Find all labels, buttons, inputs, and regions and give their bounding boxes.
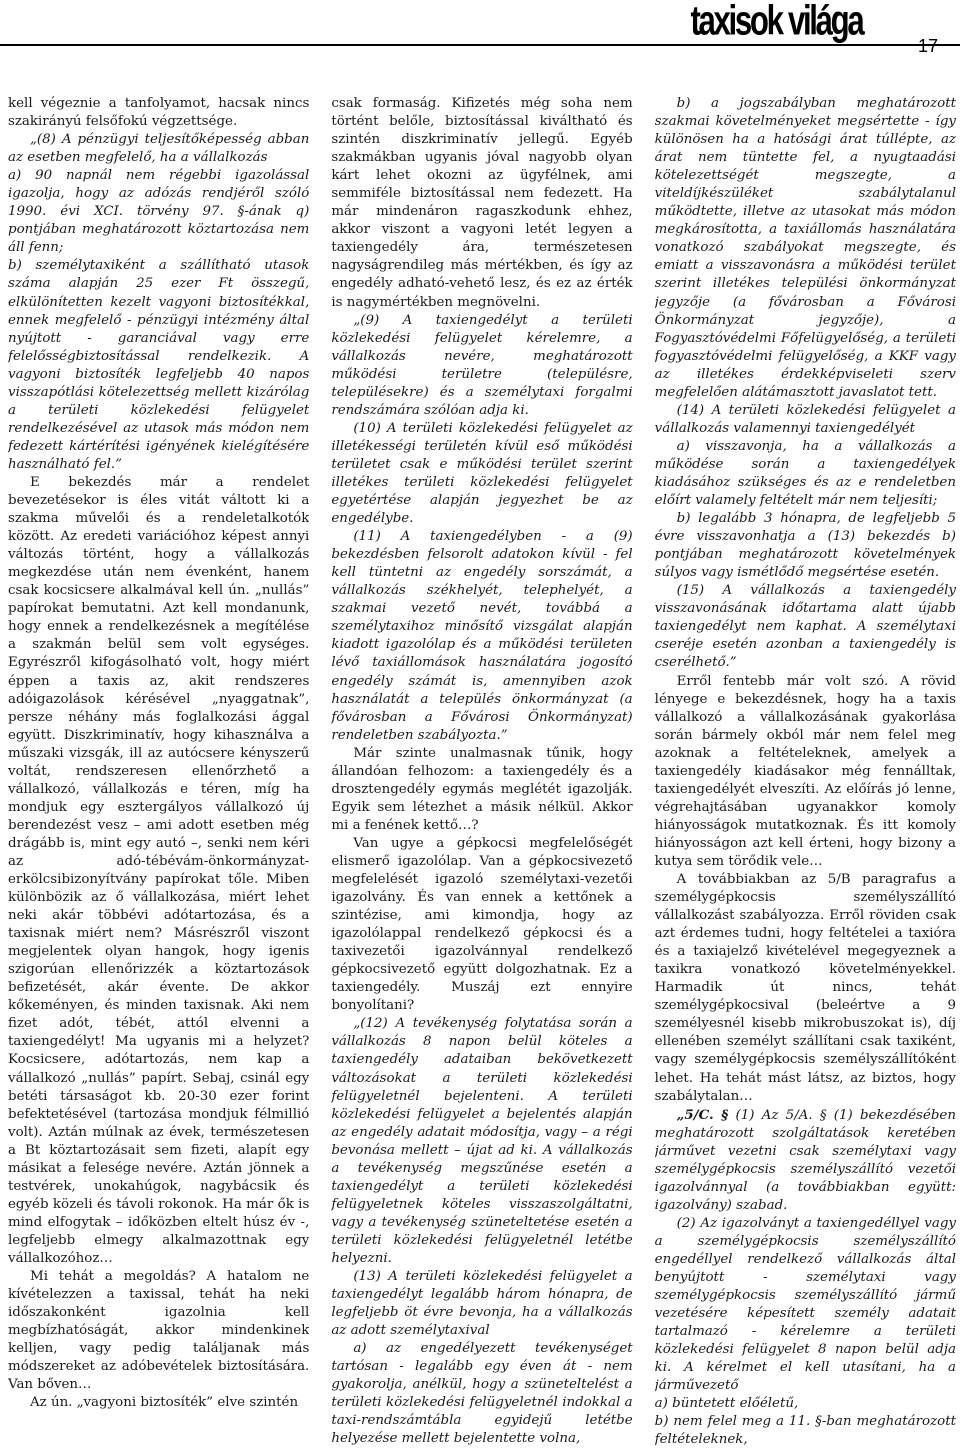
paragraph-text: Van ugye a gépkocsi megfelelőségét elismerő igazolólap. Van a gépkocsivezető megfelelését igazoló személytaxi-vezetői igazolvány. És van ennek a kettőnek a szintézise, ami kimondja, hogy az igazolólappal rendelkező gépkocsi és a taxivezetői igazolvánnyal rendelkező gépkocsivezető együtt dolgozhatnak. Ez a taxiengedély. Muszáj ezt ennyire bonyolítani? (331, 835, 633, 1014)
column-2 (331, 95, 632, 1447)
paragraph (655, 673, 956, 872)
paragraph (655, 871, 956, 1106)
paragraph-text: b) legalább 3 hónapra, de legfeljebb 5 évre visszavonhatja a (13) bekezdés b) pontjában meghatározott követelmények súlyos vagy ismétlődő megsértése esetén. (654, 511, 956, 581)
paragraph-text: A továbbiakban az 5/B paragrafus a személygépkocsis személyszállító vállalkozást szabályozza. Erről röviden csak azt érdemes tudni, hogy feltételei a taxióra és a taxiajelző kivételével megegyeznek a taxikra vonatkozó követelményekkel. Harmadik út nincs, tehát személygépkocsival (beleértve a 9 személyesnél kisebb mikrobuszokat is), díj ellenében személyt szállítani csak taxiként, vagy személygépkocsis személyszállítóként lehet. Ha tehát mást látsz, az biztos, hogy szabálytalan… (654, 872, 956, 1104)
paragraph-text: (1) Az 5/A. § (1) bekezdésében meghatározott szolgáltatások keretében járművet vezetni csak személytaxi vagy személygépkocsis személyszállító vezetői igazolvánnyal (a továbbiakban együtt: igazolvány) szabad. (654, 1107, 956, 1213)
page-number: 17 (917, 36, 938, 56)
paragraph (331, 528, 632, 745)
paragraph-text: a) büntetett előéletű, (654, 1396, 799, 1412)
paragraph-text: „(9) A taxiengedélyt a területi közlekedési felügyelet kérelemre, a vállalkozás nevére, meghatározott működési területre (településre, településekre) és a személytaxi forgalmi rendszámára szólóan adja ki. (331, 312, 633, 418)
paragraph-text: b) a jogszabályban meghatározott szakmai követelményeket megsértette - így különösen ha a hatósági árat túllépte, az árat nem tüntette fel, a nyugtaadási kötelezettségét megszegte, a viteldíjkészüléket szabálytalanul működtette, illetve az utasokat más módon megkárosította, a taxiállomás használatára vonatkozó szabályokat megszegte, és emiatt a visszavonásra a működési terület szerint illetékes települési önkormányzat jegyzője (a fővárosban a Fővárosi Önkormányzat jegyzője), a Fogyasztóvédelmi Főfelügyelőség, a területi fogyasztóvédelmi felügyelőség, a KKF vagy az illetékes érdekképviseleti szerv megfelelően alátámasztott javaslatot tett. (654, 96, 956, 400)
paragraph (331, 95, 632, 312)
paragraph (8, 1268, 309, 1394)
paragraph (655, 95, 956, 402)
section-heading: „5/C. § (676, 1106, 729, 1123)
paragraph-text: Az ún. „vagyoni biztosíték” elve szintén (30, 1395, 299, 1411)
paragraph-text: „(12) A tevékenység folytatása során a vállalkozás 8 napon belül köteles a taxiengedély adataiban bekövetkezett változásokat a területi közlekedési felügyeletnél bejelenteni. A területi közlekedési felügyelet a bejelentés alapján az engedély adatait módosítja, vagy – a régi bevonása mellett – újat ad ki. A vállalkozás a tevékenység megszűnése esetén a taxiengedélyt a területi közlekedési felügyeletnek köteles visszaszolgáltatni, vagy a tevékenység szüneteltetése esetén a területi közlekedési felügyeletnél letétbe helyezni. (331, 1016, 633, 1266)
paragraph-text: b) személytaxiként a szállítható utasok száma alapján 25 ezer Ft összegű, elkülönítetten kezelt vagyoni biztosítékkal, ennek megfelelő - pénzügyi intézmény által nyújtott - garanciával vagy erre felelősségbiztosítással rendelkezik. A vagyoni biztosíték legfeljebb 40 napos visszapótlási kötelezettség mellett kizárólag a területi közlekedési felügyelet rendelkezésével az utasok más módon nem fedezett kártérítési igényének kielégítésére használható fel.” (8, 258, 310, 472)
paragraph (331, 420, 632, 528)
paragraph-text: (14) A területi közlekedési felügyelet a vállalkozás valamennyi taxiengedélyét (654, 402, 956, 436)
paragraph (331, 835, 632, 1015)
paragraph (655, 1395, 956, 1413)
paragraph-text: csak formaság. Kifizetés még soha nem történt belőle, biztosítással kiváltható és szintén diszkriminatív jellegű. Egyéb szakmákban ugyanis jóval nagyobb olyan kárt lehet okozni az ügyfélnek, ami semmiféle biztosítással nem fedezett. Ha már mindenáron ragaszkodunk ehhez, akkor viszont a vagyoni letét legyen a taxiengedély ára, természetesen nagyságrendileg más mértékben, és így az engedély adható-vehető lesz, és ez az érték is nagymértékben megnövelni. (331, 96, 633, 310)
paragraph-text: (13) A területi közlekedési felügyelet a taxiengedélyt legalább három hónapra, de legfeljebb öt évre bevonja, ha a vállalkozás az adott személytaxival (331, 1269, 633, 1339)
paragraph (8, 167, 309, 257)
column-1 (8, 95, 309, 1447)
paragraph-text: (11) A taxiengedélyben - a (9) bekezdésben felsorolt adatokon kívül - fel kell tüntetni az engedély sorszámát, a vállalkozás székhelyét, telephelyét, a szakmai vezető nevét, továbbá a személytaxihoz minősítő vizsgálat alapján kiadott igazolólap és a működési területen lévő taxiállomások használatára jogosító engedély számát is, amennyiben azok használatát a település önkormányzat (a fővárosban a Fővárosi Önkormányzat) rendeletben szabályozta.” (331, 529, 633, 743)
paragraph-text: (15) A vállalkozás a taxiengedély visszavonásának időtartama alatt újabb taxiengedélyt nem kaphat. A személytaxi cseréje esetén azonban a taxiengedély is cserélhető.” (654, 583, 956, 671)
paragraph (331, 1340, 632, 1447)
paragraph-text: (10) A területi közlekedési felügyelet az illetékességi területén kívül eső működési területet csak e működési terület szerint illetékes területi közlekedési felügyelet egyetértése alapján jegyezhet be az engedélybe. (331, 420, 633, 527)
paragraph-text: Már szinte unalmasnak tűnik, hogy állandóan felhozom: a taxiengedély és a drosztengedély egymás meglétét igazolják. Egyik sem létezhet a másik nélkül. Akkor mi a fenének kettő…? (331, 745, 633, 833)
column-3 (655, 95, 956, 1447)
paragraph (8, 95, 309, 131)
paragraph-text: a) visszavonja, ha a vállalkozás a működése során a taxiengedélyek kiadásához szükséges és az e rendeletben előírt valamely feltételt már nem teljesíti; (654, 438, 956, 509)
masthead (0, 0, 960, 92)
paragraph-text: kell végeznie a tanfolyamot, hacsak nincs szakirányú felsőfokú végzettsége. (8, 96, 310, 130)
paragraph (655, 510, 956, 582)
paragraph-text: Erről fentebb már volt szó. A rövid lényege e bekezdésnek, hogy ha a taxis vállalkozó a vállalkozásának gyakorlása során bármely okból már nem felel meg azoknak a feltételeknek, amelyek a taxiengedély kiadásakor még fennálltak, taxiengedélyét elveszíti. Az előírás jó lenne, végrehajtásában ugyanakkor komoly hiányosságok mutatkoznak. És itt komoly hiányosságon azt kell érteni, hogy bizony a kutya sem törődik vele… (654, 673, 956, 869)
paragraph (331, 312, 632, 420)
paragraph (655, 582, 956, 672)
paragraph (8, 131, 309, 167)
paragraph-text: a) 90 napnál nem régebbi igazolással igazolja, hogy az adózás rendjéről szóló 1990. évi XCI. törvény 97. §-ának q) pontjában meghatározott köztartozása nem áll fenn; (8, 168, 310, 256)
paragraph-text: E bekezdés már a rendelet bevezetésekor is éles vitát váltott ki a szakma művelői és a rendeletalkotók között. Az eredeti variációhoz képest annyi változás történt, hogy a vállalkozás megkezdése után nem évenként, hanem csak kocsicsere alkalmával kell ún. „nullás” papírokat bemutatni. Azt kell mondanunk, hogy ennek a rendelkezésnek a megítélése a szakmán belül sem volt egységes. Egyrészről kifogásolható volt, hogy miért éppen a taxis az, akit rendszeres adóigazolások kérésével „nyaggatnak”, persze néhány más foglalkozási ággal együtt. Diszkriminatív, hogy kihasználva a műszaki vizsgák, ill az autócsere kényszerű voltát, rendszeresen ellenőrzhető a vállalkozó, vállalkozás e téren, míg ha mondjuk egy esztergályos vállalkozó új berendezést vesz – ami adott esetben még drágább is, mint egy autó –, senki nem kéri az adó-tébévám-önkormányzat-erkölcsibizonyítvány papírokat tőle. Miben különbözik az ő vállalkozása, miért lehet neki akár többévi adótartozása, és a taxisnak miért nem? Másrészről viszont megjelentek olyan hangok, hogy igenis szigorúan ellenőrizzék a köztartozások befizetését, akár évente. De akkor kőkeményen, és minden taxisnak. Aki nem fizet adót, tébét, attól elvenni a taxiengedélyt! Ma ugyanis mi a helyzet? Kocsicsere, adótartozás, nem kap a vállalkozó „nullás” papírt. Sebaj, csinál egy betéti társaságot kb. 20-30 ezer forint befektetésével (tartozása mondjuk félmillió volt). Aztán múlnak az évek, természetesen a Bt köztartozásait sem fizeti, alapít egy másikat a felesége nevére. Aztán jönnek a testvérek, unokahúgok, nagybácsik és egyéb közeli és távoli rokonok. Ha már ők is mind elfogytak – időközben eltelt húsz év -, legfeljebb elmegy alkalmazottnak egy vállalkozóhoz… (8, 474, 310, 1266)
paragraph (331, 1268, 632, 1340)
paragraph (655, 1413, 956, 1447)
magazine-title: taxisok világa (690, 0, 862, 45)
article-columns (8, 95, 956, 1447)
paragraph (655, 1215, 956, 1395)
paragraph (8, 474, 309, 1268)
paragraph (8, 257, 309, 474)
paragraph-text: Mi tehát a megoldás? A hatalom ne kívételezzen a taxissal, tehát ha neki időszakonként igazolnia kell megbízhatóságát, akkor mindenkinek kelljen, vagy pedig találjanak más módszereket az adóbevételek biztosítására. Van bőven… (8, 1269, 310, 1393)
paragraph (655, 438, 956, 510)
paragraph (331, 745, 632, 835)
paragraph (655, 1106, 956, 1215)
paragraph (331, 1015, 632, 1268)
paragraph-text: (2) Az igazolványt a taxiengedéllyel vagy a személygépkocsis személyszállító engedéllyel rendelkező vállalkozás által benyújtott - személytaxi vagy személygépkocsis személyszállító jármű vezetésére képesített személy adatait tartalmazó - kérelemre a területi közlekedési felügyelet 8 napon belül adja ki. A kérelmet el kell utasítani, ha a járművezető (654, 1215, 956, 1394)
masthead-rule (0, 44, 960, 46)
paragraph-text: b) nem felel meg a 11. §-ban meghatározott feltételeknek, (654, 1414, 956, 1447)
paragraph (655, 402, 956, 438)
paragraph-text: „(8) A pénzügyi teljesítőképesség abban az esetben megfelelő, ha a vállalkozás (8, 132, 310, 166)
paragraph (8, 1394, 309, 1412)
paragraph-text: a) az engedélyezett tevékenységet tartósan - legalább egy éven át - nem gyakorolja, anélkül, hogy a szüneteltelést a területi közlekedési felügyeletnél indokkal a taxi-rendszámtábla egyidejű letétbe helyezése mellett bejelentette volna, (331, 1341, 633, 1447)
